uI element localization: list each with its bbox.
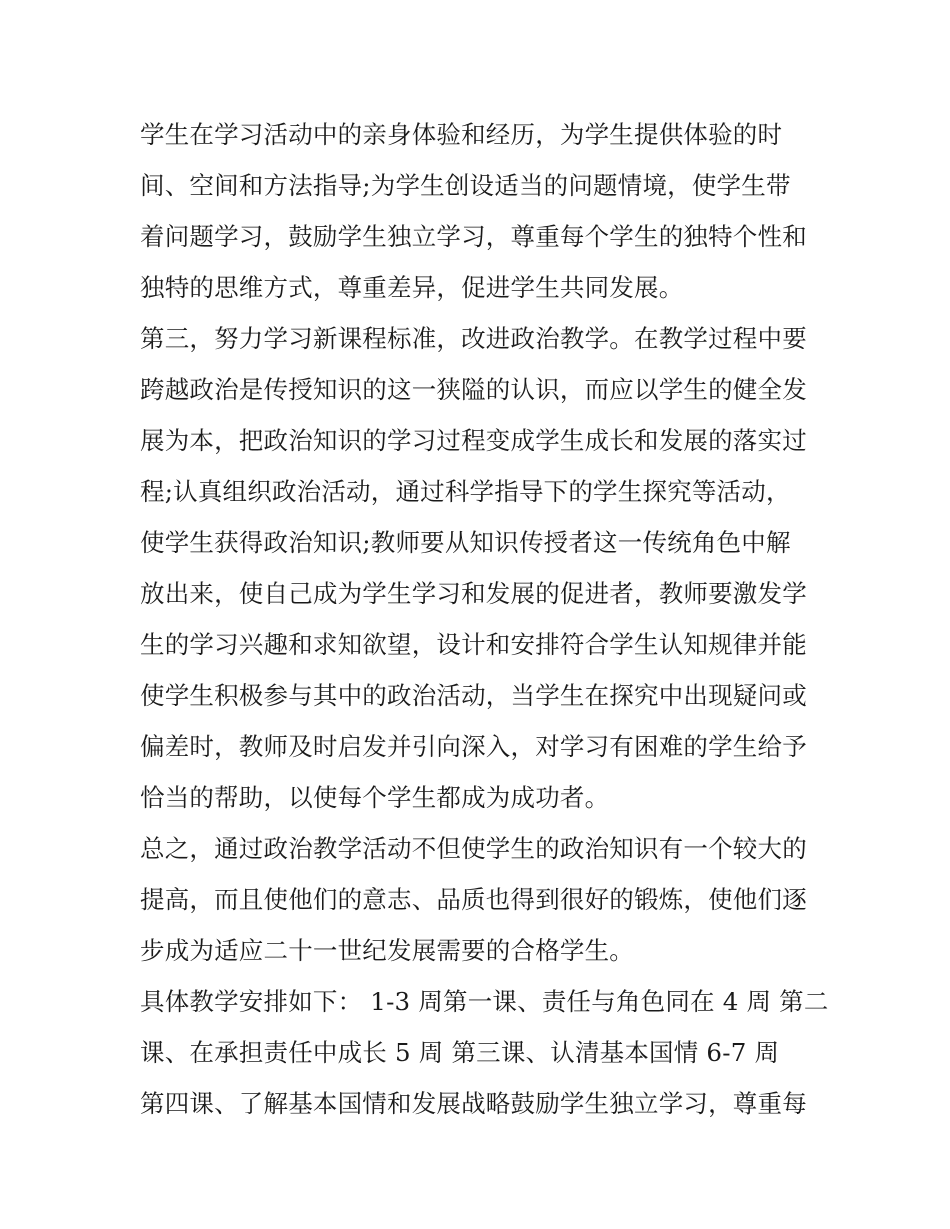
text-line-6: 跨越政治是传授知识的这一狭隘的认识，而应以学生的健全发	[140, 375, 807, 404]
text-line-14: 恰当的帮助，以使每个学生都成为成功者。	[140, 783, 610, 812]
text-line-3: 着问题学习，鼓励学生独立学习，尊重每个学生的独特个性和	[140, 222, 807, 251]
text-line-13: 偏差时，教师及时启发并引向深入，对学习有困难的学生给予	[140, 732, 807, 761]
text-line-8: 程;认真组织政治活动，通过科学指导下的学生探究等活动，	[140, 477, 791, 506]
text-line-9: 使学生获得政治知识;教师要从知识传授者这一传统角色中解	[140, 528, 791, 557]
text-line-19: 课、在承担责任中成长 5 周 第三课、认清基本国情 6-7 周	[140, 1038, 780, 1067]
text-line-11: 生的学习兴趣和求知欲望，设计和安排符合学生认知规律并能	[140, 630, 807, 659]
text-line-2: 间、空间和方法指导;为学生创设适当的问题情境，使学生带	[140, 171, 791, 200]
text-line-17: 步成为适应二十一世纪发展需要的合格学生。	[140, 936, 634, 965]
text-line-20: 第四课、了解基本国情和发展战略鼓励学生独立学习，尊重每	[140, 1089, 807, 1118]
text-line-10: 放出来，使自己成为学生学习和发展的促进者，教师要激发学	[140, 579, 807, 608]
text-line-4: 独特的思维方式，尊重差异，促进学生共同发展。	[140, 273, 684, 302]
text-line-5: 第三，努力学习新课程标准，改进政治教学。在教学过程中要	[140, 324, 807, 353]
text-line-15: 总之，通过政治教学活动不但使学生的政治知识有一个较大的	[140, 834, 807, 863]
text-line-1: 学生在学习活动中的亲身体验和经历，为学生提供体验的时	[140, 120, 783, 149]
text-line-12: 使学生积极参与其中的政治活动，当学生在探究中出现疑问或	[140, 681, 807, 710]
document-body	[140, 109, 829, 1129]
text-line-16: 提高，而且使他们的意志、品质也得到很好的锻炼，使他们逐	[140, 885, 807, 914]
text-line-7: 展为本，把政治知识的学习过程变成学生成长和发展的落实过	[140, 426, 807, 455]
text-line-18: 具体教学安排如下： 1-3 周第一课、责任与角色同在 4 周 第二	[140, 987, 829, 1016]
